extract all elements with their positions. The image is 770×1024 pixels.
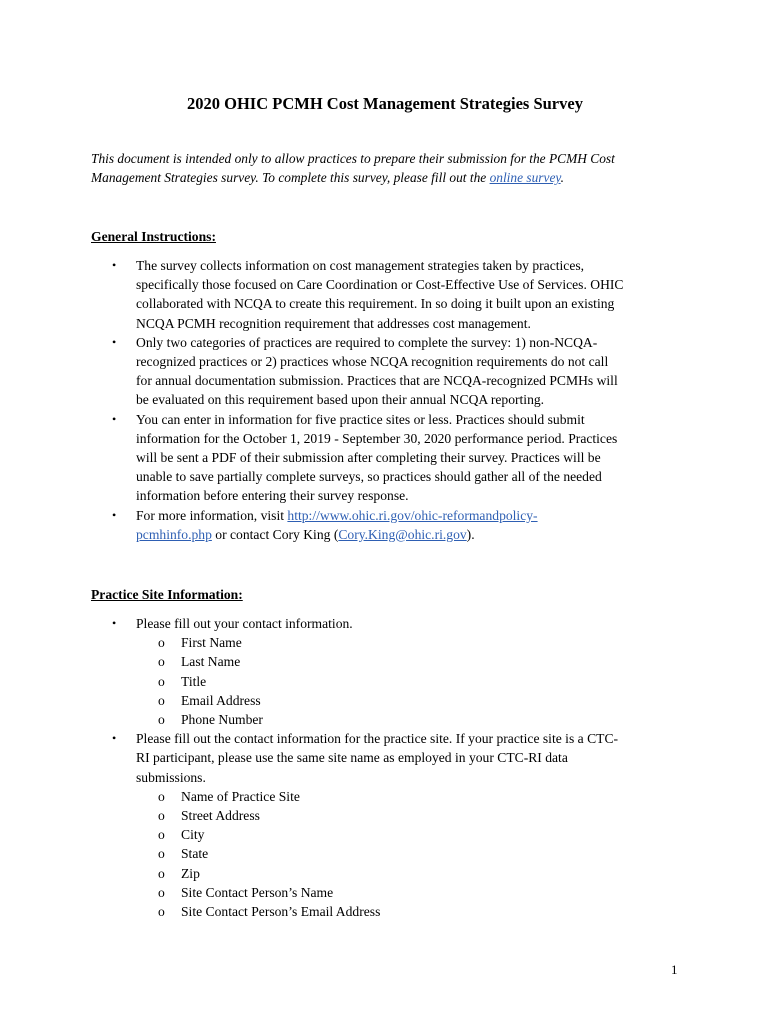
list-item [91, 256, 691, 333]
list-item [136, 787, 691, 806]
list-item [136, 844, 691, 863]
contact-item: Title [181, 673, 207, 689]
sub-bullet-icon: o [158, 904, 165, 920]
more-info-line-2 [136, 525, 691, 544]
list-item [91, 410, 691, 506]
document-title: 2020 OHIC PCMH Cost Management Strategies Survey [187, 94, 583, 113]
bullet-text-line: unable to save partially complete surveys, so practices should gather all of the needed [136, 469, 602, 485]
sub-bullet-icon: o [158, 808, 165, 824]
bullet-text-line: specifically those focused on Care Coordination or Cost-Effective Use of Services. OHIC [136, 277, 624, 293]
sub-bullet-icon: o [158, 865, 165, 881]
more-info-line-1 [136, 506, 691, 525]
sub-bullet-icon: o [158, 635, 165, 651]
page-number: 1 [671, 962, 678, 977]
site-items-list [136, 787, 691, 921]
ohic-url-link-continued[interactable]: pcmhinfo.php [136, 526, 212, 542]
bullet-icon: • [112, 731, 117, 746]
sub-bullet-icon: o [158, 827, 165, 843]
intro-line-2-text: Management Strategies survey. To complete this survey, please fill out the [91, 170, 490, 185]
intro-line-1: This document is intended only to allow practices to prepare their submission for the PCMH Cost [91, 151, 615, 166]
bullet-icon: • [112, 616, 117, 630]
contact-item: First Name [181, 635, 242, 651]
site-item: Name of Practice Site [181, 788, 300, 804]
contact-items-list [136, 633, 691, 729]
bullet-text-line: for annual documentation submission. Practices that are NCQA-recognized PCMHs will [136, 373, 618, 389]
list-item [136, 902, 691, 921]
more-info-text: For more information, visit [136, 507, 288, 523]
list-item [136, 691, 691, 710]
practice-site-list [91, 614, 691, 921]
site-item: State [181, 846, 209, 862]
sub-bullet-icon: o [158, 692, 165, 708]
sub-bullet-icon: o [158, 654, 165, 670]
list-item [136, 633, 691, 652]
site-item: Street Address [181, 808, 260, 824]
list-item [136, 864, 691, 883]
bullet-icon: • [112, 507, 117, 522]
list-item [136, 652, 691, 671]
bullet-text-line: information before entering their survey response. [136, 488, 409, 504]
bullet-text-line: Only two categories of practices are required to complete the survey: 1) non-NCQA- [136, 334, 598, 350]
bullet-text-line: will be sent a PDF of their submission after completing their survey. Practices will be [136, 450, 601, 466]
list-item [91, 333, 691, 410]
list-item [136, 825, 691, 844]
sub-bullet-icon: o [158, 846, 165, 862]
contact-text-end: ). [466, 526, 475, 542]
general-instructions-list [91, 256, 691, 544]
contact-text: or contact Cory King ( [211, 526, 339, 542]
site-intro-line: submissions. [136, 769, 206, 785]
sub-bullet-icon: o [158, 788, 165, 804]
email-link[interactable]: Cory.King@ohic.ri.gov [338, 526, 467, 542]
online-survey-link[interactable]: online survey [489, 170, 561, 185]
site-item: Zip [181, 865, 200, 881]
ohic-url-link[interactable]: http://www.ohic.ri.gov/ohic-reformandpolicy- [287, 507, 538, 523]
list-item [136, 672, 691, 691]
practice-site-heading: Practice Site Information: [91, 587, 243, 602]
bullet-text-line: information for the October 1, 2019 - September 30, 2020 performance period. Practices [136, 430, 618, 446]
bullet-text-line: recognized practices or 2) practices whose NCQA recognition requirements do not call [136, 354, 609, 370]
list-item [91, 729, 691, 921]
site-intro-line: Please fill out the contact information for the practice site. If your practice site is a CTC- [136, 731, 619, 747]
bullet-text-line: collaborated with NCQA to create this requirement. In so doing it built upon an existing [136, 296, 615, 312]
bullet-icon: • [112, 258, 117, 272]
contact-item: Email Address [181, 692, 261, 708]
site-item: Site Contact Person’s Email Address [181, 904, 381, 920]
site-item: City [181, 827, 205, 843]
general-instructions-heading: General Instructions: [91, 229, 216, 244]
list-item [136, 710, 691, 729]
contact-item: Phone Number [181, 712, 263, 728]
bullet-icon: • [112, 411, 117, 426]
bullet-text-line: You can enter in information for five practice sites or less. Practices should submit [136, 411, 585, 427]
list-item [136, 883, 691, 902]
bullet-text-line: NCQA PCMH recognition requirement that addresses cost management. [136, 315, 531, 331]
bullet-icon: • [112, 334, 117, 349]
intro-line-2-end: . [560, 170, 564, 185]
intro-paragraph [91, 149, 671, 187]
site-intro-line: RI participant, please use the same site name as employed in your CTC-RI data [136, 750, 568, 766]
bullet-text-line: be evaluated on this requirement based upon their annual NCQA reporting. [136, 392, 545, 408]
list-item [136, 806, 691, 825]
sub-bullet-icon: o [158, 673, 165, 689]
sub-bullet-icon: o [158, 884, 165, 900]
site-item: Site Contact Person’s Name [181, 884, 334, 900]
bullet-text-line: The survey collects information on cost management strategies taken by practices, [136, 258, 585, 273]
list-item [91, 614, 691, 729]
contact-intro: Please fill out your contact information. [136, 616, 353, 631]
list-item [91, 506, 691, 544]
sub-bullet-icon: o [158, 712, 165, 728]
contact-item: Last Name [181, 654, 241, 670]
